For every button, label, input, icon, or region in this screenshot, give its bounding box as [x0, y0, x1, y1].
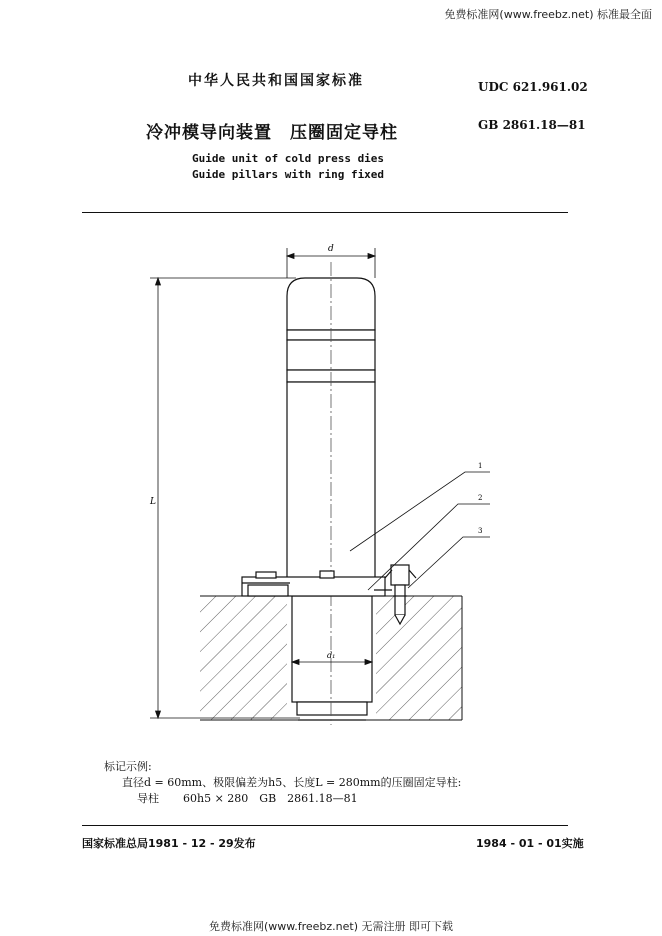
- standard-number: GB 2861.18—81: [478, 118, 586, 132]
- callout-1: 1: [478, 462, 483, 470]
- top-watermark: 免费标准网(www.freebz.net) 标准最全面: [444, 8, 652, 21]
- bottom-watermark: 免费标准网(www.freebz.net) 无需注册 即可下载: [208, 920, 454, 933]
- example-heading: 标记示例:: [104, 760, 152, 773]
- issuing-organization: 中华人民共和国国家标准: [188, 73, 364, 89]
- footer-divider: [82, 825, 568, 826]
- page-title-en-line1: Guide unit of cold press dies: [192, 152, 385, 165]
- page-title-cn: 冷冲模导向装置 压圈固定导柱: [146, 123, 398, 143]
- example-line2-value: 60h5 × 280 GB 2861.18—81: [183, 792, 358, 805]
- udc-code: UDC 621.961.02: [478, 80, 588, 94]
- example-line1: 直径d = 60mm、极限偏差为h5、长度L = 280mm的压圈固定导柱:: [122, 776, 462, 789]
- dim-label-L: L: [150, 497, 156, 507]
- page-title-en-line2: Guide pillars with ring fixed: [192, 168, 385, 181]
- effective-date: 1984 - 01 - 01实施: [476, 837, 584, 850]
- example-line2-label: 导柱: [137, 792, 159, 805]
- callout-2: 2: [478, 494, 483, 502]
- issue-date: 国家标准总局1981 - 12 - 29发布: [82, 837, 256, 850]
- dim-label-d1: d₁: [327, 651, 336, 660]
- dim-label-d: d: [328, 244, 334, 254]
- callout-3: 3: [478, 527, 483, 535]
